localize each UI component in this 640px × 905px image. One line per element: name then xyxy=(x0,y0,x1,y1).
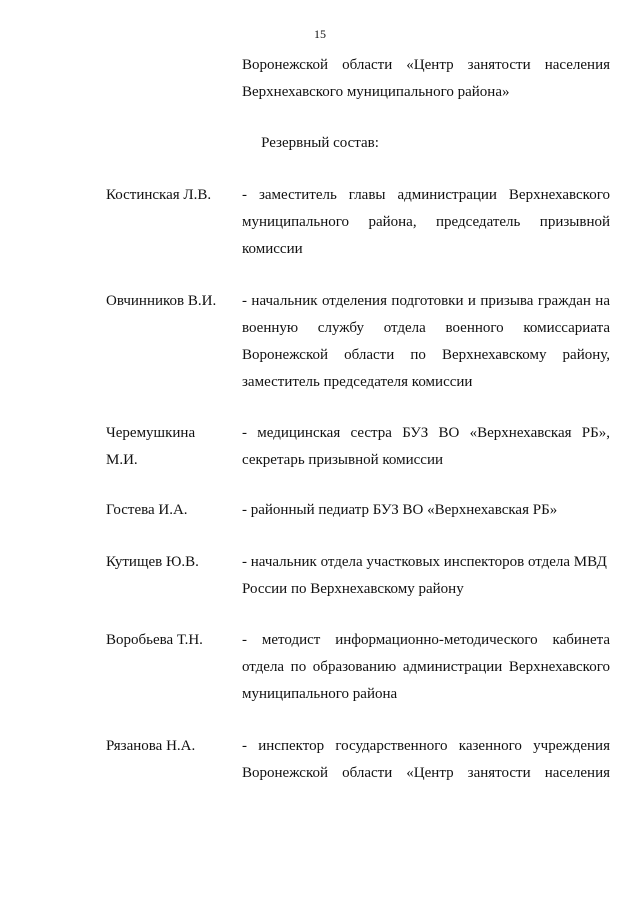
member-role xyxy=(242,733,610,787)
role-line: - начальник отдела участковых инспекторов отдела МВД xyxy=(242,554,607,570)
member-name-line: М.И. xyxy=(106,452,138,468)
member-role xyxy=(242,420,610,474)
role-line: - инспектор государственного казенного учреждения xyxy=(242,738,610,754)
member-name: Овчинников В.И. xyxy=(106,293,217,309)
role-line: Воронежской области «Центр занятости населения xyxy=(242,765,610,781)
role-line: России по Верхнехавскому району xyxy=(242,581,464,597)
role-line: - заместитель главы администрации Верхнехавского xyxy=(242,187,610,203)
page-number: 15 xyxy=(314,27,326,41)
role-line: - начальник отделения подготовки и призыва граждан на xyxy=(242,293,610,309)
continuation-line: Верхнехавского муниципального района» xyxy=(242,84,510,100)
member-role xyxy=(242,497,610,524)
continuation-text xyxy=(242,52,610,106)
member-name xyxy=(106,420,230,474)
role-line: - методист информационно-методического кабинета xyxy=(242,632,610,648)
member-name-line: Черемушкина xyxy=(106,425,196,441)
member-role xyxy=(242,288,610,396)
member-name: Рязанова Н.А. xyxy=(106,738,196,754)
role-line: военную службу отдела военного комиссариата xyxy=(242,320,610,336)
role-line: Воронежской области по Верхнехавскому району, xyxy=(242,347,610,363)
role-line: заместитель председателя комиссии xyxy=(242,374,473,390)
role-line: муниципального района, председатель призывной xyxy=(242,214,610,230)
role-line: отдела по образованию администрации Верхнехавского xyxy=(242,659,610,675)
role-line: - районный педиатр БУЗ ВО «Верхнехавская РБ» xyxy=(242,502,558,518)
member-role xyxy=(242,182,610,263)
role-line: муниципального района xyxy=(242,686,398,702)
role-line: - медицинская сестра БУЗ ВО «Верхнехавская РБ», xyxy=(242,425,610,441)
member-name: Кутищев Ю.В. xyxy=(106,554,199,570)
role-line: комиссии xyxy=(242,241,303,257)
member-name: Костинская Л.В. xyxy=(106,187,212,203)
member-role xyxy=(242,627,610,708)
role-line: секретарь призывной комиссии xyxy=(242,452,444,468)
member-name: Гостева И.А. xyxy=(106,502,188,518)
section-heading: Резервный состав: xyxy=(261,135,379,151)
member-role xyxy=(242,549,610,603)
continuation-line: Воронежской области «Центр занятости населения xyxy=(242,57,610,73)
member-name: Воробьева Т.Н. xyxy=(106,632,203,648)
